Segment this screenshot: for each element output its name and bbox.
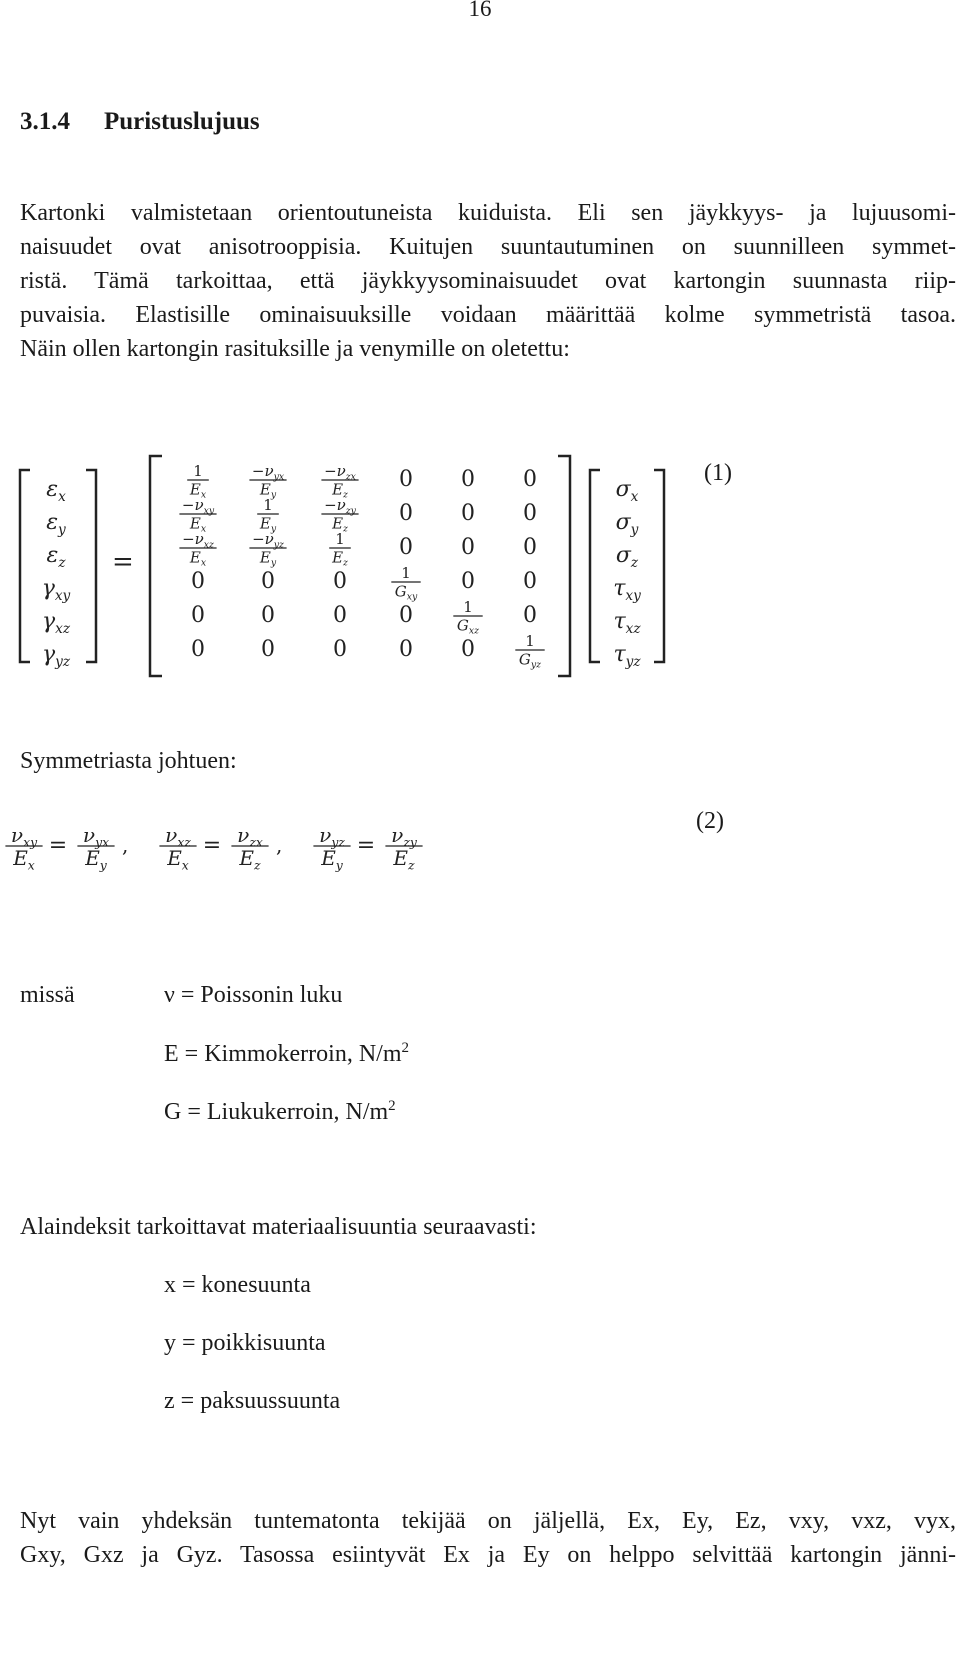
matrix-entry-fraction [257,496,279,535]
relation-rhs-fraction [77,823,114,872]
fraction-denominator: $E_x$ [189,514,207,535]
matrix-entry-fraction [187,462,209,501]
matrix-entry-fraction [249,462,286,501]
matrix-entry-zero: 0 [191,569,205,594]
fraction-numerator: $\nu_{xz}$ [165,823,191,850]
fraction-numerator: $\nu_{yz}$ [319,823,345,850]
bracket-right-open [590,470,600,662]
strain-component: $\varepsilon_y$ [46,510,66,538]
fraction-denominator: $G_{yz}$ [518,650,542,671]
stress-component: $\sigma_z$ [615,543,639,571]
fraction-denominator: $E_x$ [13,846,35,873]
matrix-entry-zero: 0 [461,535,475,560]
where-label: missä [20,982,75,1008]
paragraph-line: Näin ollen kartongin rasituksille ja venymille on oletettu: [20,336,570,362]
stress-component: $\sigma_y$ [615,510,639,538]
matrix-entry-zero: 0 [399,603,413,628]
matrix-entry-zero: 0 [399,501,413,526]
stress-component: $\tau_{xy}$ [613,576,641,604]
fraction-denominator: $E_x$ [167,846,189,873]
relation-lhs-fraction [313,823,350,872]
matrix-entry-zero: 0 [399,535,413,560]
subscript-item-z: z = paksuussuunta [164,1388,341,1414]
matrix-entry-zero: 0 [461,569,475,594]
fraction-denominator: $E_x$ [189,480,207,501]
matrix-entry-fraction [391,564,420,603]
equals-sign: = [202,833,222,858]
bracket-left-close [86,470,96,662]
fraction-denominator: $E_z$ [332,548,348,569]
matrix-entry-fraction [321,496,358,535]
fraction-denominator: $E_z$ [332,480,348,501]
relation-rhs-fraction [385,823,422,872]
strain-component: $\varepsilon_z$ [46,543,66,571]
strain-vector [42,477,71,670]
fraction-denominator: $E_z$ [239,846,261,873]
paragraph-line: Kartonki valmistetaan orientoutuneista kuiduista. Eli sen jäykkyys- ja lujuusomi- [20,200,956,226]
bracket-right-close [654,470,664,662]
matrix-entry-fraction [329,530,351,569]
paragraph-line: naisuudet ovat anisotrooppisia. Kuitujen suuntautuminen on suunnilleen symmet- [20,234,956,260]
matrix-entry-zero: 0 [523,603,537,628]
symmetry-label: Symmetriasta johtuen: [20,748,237,774]
fraction-numerator: 1 [335,530,345,548]
matrix-entry-zero: 0 [523,535,537,560]
bracket-matrix-open [150,456,162,676]
matrix-entry-zero: 0 [333,569,347,594]
fraction-denominator: $E_y$ [259,514,277,535]
subscript-item-x: x = konesuunta [164,1272,311,1298]
matrix-entry-fraction [179,496,216,535]
paragraph-line: Nyt vain yhdeksän tuntematonta tekijää on jäljellä, Ex, Ey, Ez, vxy, vxz, vyx, [20,1508,956,1534]
matrix-entry-fraction [249,530,286,569]
paragraph-line: ristä. Tämä tarkoittaa, että jäykkyysominaisuudet ovat kartongin suunnasta riip- [20,268,956,294]
matrix-entry-fraction [321,462,358,501]
fraction-denominator: $E_y$ [259,480,277,501]
where-item-poisson [164,982,342,1009]
matrix-entry-zero: 0 [191,637,205,662]
fraction-denominator: $G_{xy}$ [394,582,418,603]
fraction-denominator: $E_z$ [332,514,348,535]
matrix-entry-fraction [453,598,482,637]
fraction-numerator: 1 [263,496,273,514]
matrix-cells [179,462,544,671]
matrix-entry-zero: 0 [461,637,475,662]
strain-component: $\gamma_{xy}$ [41,576,71,604]
fraction-denominator: $E_x$ [189,548,207,569]
fraction-numerator: 1 [463,598,473,616]
subscripts-intro: Alaindeksit tarkoittavat materiaalisuuntia seuraavasti: [20,1214,537,1240]
subscript-item-y: y = poikkisuunta [164,1330,326,1356]
stress-component: $\sigma_x$ [615,477,639,505]
fraction-denominator: $G_{xz}$ [456,616,480,637]
equals-sign: = [356,833,376,858]
fraction-numerator: $\nu_{yx}$ [82,823,110,850]
paragraph-line: puvaisia. Elastisille ominaisuuksille voidaan määrittää kolme symmetristä tasoa. [20,302,956,328]
paragraph-line: Gxy, Gxz ja Gyz. Tasossa esiintyvät Ex ja Ey on helppo selvittää kartongin jänni- [20,1542,956,1568]
comma: , [122,833,129,857]
fraction-numerator: $\nu_{xy}$ [10,823,38,850]
matrix-entry-zero: 0 [523,501,537,526]
matrix-entry-zero: 0 [261,603,275,628]
stress-component: $\tau_{yz}$ [613,642,641,670]
strain-component: $\gamma_{yz}$ [41,642,71,670]
section-heading [20,108,260,136]
intro-paragraph [20,196,956,366]
where-item-text: E = Kimmokerroin, N/m [164,1041,402,1067]
fraction-numerator: $\nu_{zx}$ [237,823,263,850]
section-number: 3.1.4 [20,108,70,135]
matrix-entry-zero: 0 [333,603,347,628]
equation-number-2: (2) [696,808,724,834]
matrix-entry-zero: 0 [261,637,275,662]
strain-component: $\gamma_{xz}$ [41,609,71,637]
bracket-left-open [20,470,30,662]
fraction-denominator: $E_z$ [393,846,415,873]
matrix-entry-zero: 0 [399,467,413,492]
fraction-numerator: $-\nu_{xz}$ [182,530,214,551]
equals-sign: = [48,833,68,858]
stress-vector [613,477,641,670]
fraction-numerator: $-\nu_{zx}$ [324,462,356,483]
strain-component: $\varepsilon_x$ [46,477,66,505]
matrix-entry-zero: 0 [399,637,413,662]
equals-sign: = [112,547,134,577]
matrix-entry-zero: 0 [523,569,537,594]
where-item-shear-modulus [164,1098,396,1126]
relation-rhs-fraction [231,823,268,872]
fraction-denominator: $E_y$ [321,846,343,873]
where-item-text: G = Liukukerroin, N/m [164,1099,389,1125]
fraction-numerator: 1 [401,564,411,582]
page-number: 16 [468,0,492,21]
fraction-numerator: 1 [193,462,203,480]
section-title: Puristuslujuus [104,108,260,135]
exponent: 2 [388,1098,396,1114]
stress-component: $\tau_{xz}$ [613,609,641,637]
fraction-numerator: $-\nu_{zy}$ [324,496,356,517]
matrix-entry-zero: 0 [461,467,475,492]
fraction-denominator: $E_y$ [259,548,277,569]
fraction-numerator: 1 [525,632,535,650]
closing-paragraph [20,1504,956,1572]
matrix-entry-zero: 0 [191,603,205,628]
fraction-denominator: $E_y$ [85,846,107,873]
symmetry-relations [5,823,422,872]
fraction-numerator: $\nu_{zy}$ [391,823,417,850]
relation-lhs-fraction [5,823,42,872]
equation-symmetry-relations [0,808,440,888]
matrix-entry-zero: 0 [523,467,537,492]
equation-number-1: (1) [704,460,732,486]
matrix-entry-zero: 0 [461,501,475,526]
matrix-entry-zero: 0 [333,637,347,662]
matrix-entry-fraction [515,632,544,671]
equation-compliance-matrix [0,440,700,700]
fraction-numerator: $-\nu_{yz}$ [252,530,284,551]
fraction-numerator: $-\nu_{yx}$ [251,462,285,483]
fraction-numerator: $-\nu_{xy}$ [181,496,215,517]
exponent: 2 [401,1040,410,1056]
matrix-entry-fraction [179,530,216,569]
where-item-text: ν = Poissonin luku [164,982,343,1008]
where-item-elastic-modulus [164,1040,409,1068]
relation-lhs-fraction [159,823,196,872]
comma: , [276,833,283,857]
matrix-entry-zero: 0 [261,569,275,594]
bracket-matrix-close [558,456,570,676]
